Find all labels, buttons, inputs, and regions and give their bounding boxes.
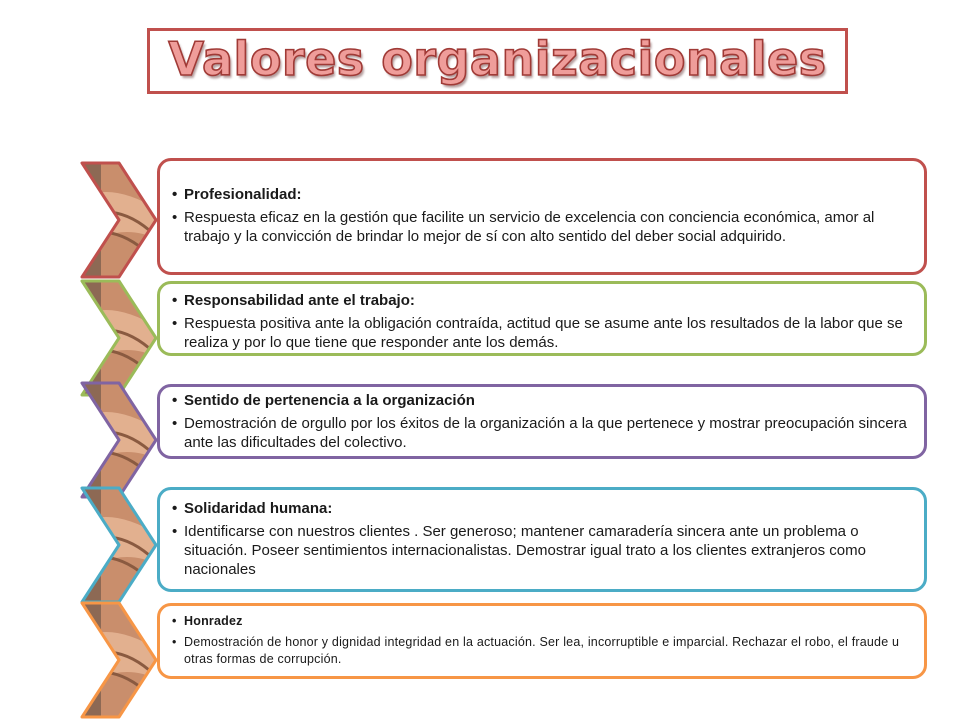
value-text-1: • Respuesta eficaz en la gestión que facilite un servicio de excelencia con conciencia económica, amor al trabajo y la convicción de brindar lo mejor de sí con alto sentido del deber social adquirido.	[172, 208, 914, 246]
value-heading-5: • Honradez	[172, 613, 914, 630]
chevron-1	[79, 160, 159, 280]
chevron-4	[79, 485, 159, 605]
title-box	[147, 28, 848, 94]
chevron-3	[79, 380, 159, 500]
value-heading-2: • Responsabilidad ante el trabajo:	[172, 291, 914, 310]
value-heading-3: • Sentido de pertenencia a la organización	[172, 391, 914, 410]
handshake-icon	[79, 600, 159, 720]
value-heading-4: • Solidaridad humana:	[172, 499, 914, 518]
value-card-4	[157, 487, 927, 592]
value-text-4: • Identificarse con nuestros clientes . Ser generoso; mantener camaradería sincera ante un problema o situación. Poseer sentimientos internacionalistas. Demostrar igual trato a los clientes extranjeros como nacionales	[172, 522, 914, 579]
value-heading-1: • Profesionalidad:	[172, 185, 914, 204]
value-card-5	[157, 603, 927, 679]
handshake-icon	[79, 485, 159, 605]
value-card-1	[157, 158, 927, 275]
value-text-3: • Demostración de orgullo por los éxitos de la organización a la que pertenece y mostrar preocupación sincera ante las dificultades del colectivo.	[172, 414, 914, 452]
value-card-2	[157, 281, 927, 356]
handshake-icon	[79, 160, 159, 280]
value-text-5: • Demostración de honor y dignidad integridad en la actuación. Ser lea, incorruptible e imparcial. Rechazar el robo, el fraude u otras formas de corrupción.	[172, 634, 914, 668]
chevron-5	[79, 600, 159, 720]
page-title: Valores organizacionales	[168, 32, 827, 86]
value-card-3	[157, 384, 927, 459]
value-text-2: • Respuesta positiva ante la obligación contraída, actitud que se asume ante los resultados de la labor que se realiza y por lo que tiene que responder ante los demás.	[172, 314, 914, 352]
handshake-icon	[79, 380, 159, 500]
